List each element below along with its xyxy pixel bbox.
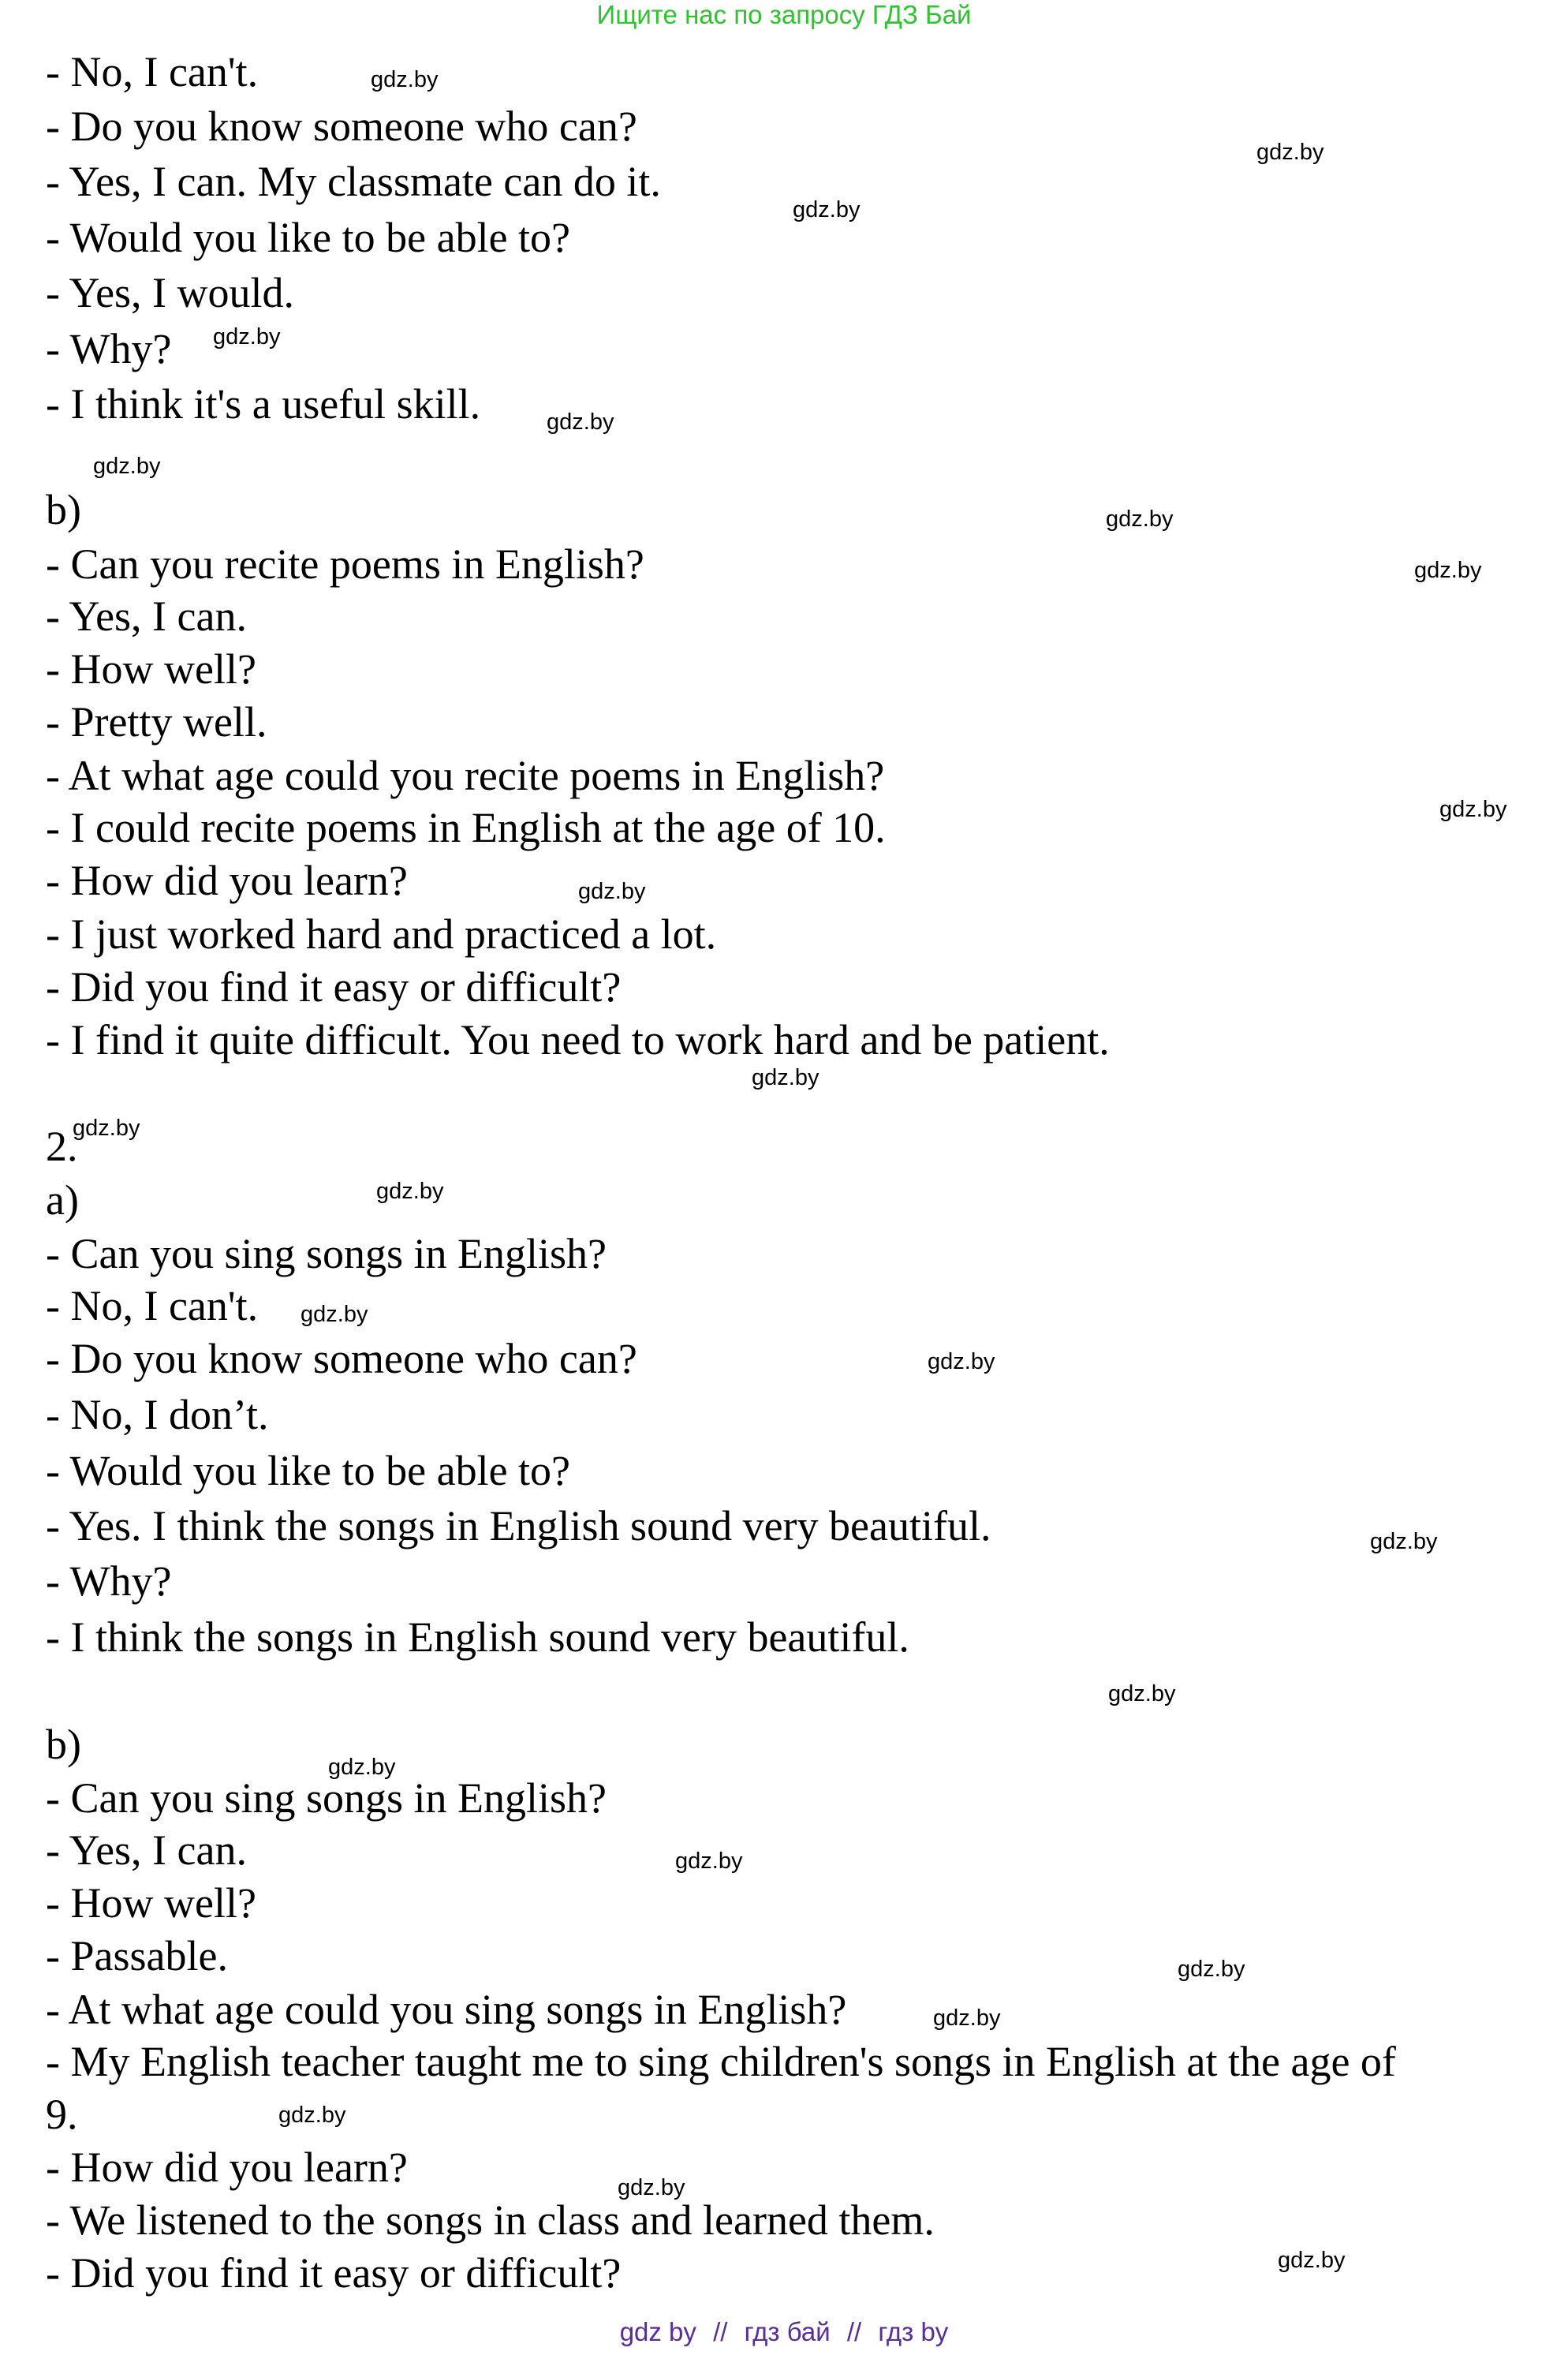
watermark: gdz.by (1414, 558, 1482, 583)
watermark: gdz.by (675, 1848, 743, 1874)
footer-separator: // (846, 2317, 862, 2346)
dialogue-line: - Yes. I think the songs in English sound very beautiful. (46, 1502, 991, 1549)
dialogue-line: - Do you know someone who can? (46, 1335, 637, 1382)
watermark: gdz.by (278, 2103, 346, 2128)
dialogue-line: - How well? (46, 1879, 256, 1927)
dialogue-line: - No, I can't. (46, 1282, 259, 1329)
watermark: gdz.by (301, 1302, 368, 1327)
dialogue-line: - I find it quite difficult. You need to work hard and be patient. (46, 1016, 1110, 1063)
dialogue-line: 9. (46, 2091, 78, 2138)
dialogue-line: - Do you know someone who can? (46, 103, 637, 150)
section-label: b) (46, 486, 81, 533)
dialogue-line: - Can you sing songs in English? (46, 1774, 607, 1822)
dialogue-line: - No, I don’t. (46, 1391, 269, 1438)
dialogue-line: - Yes, I can. (46, 1826, 247, 1874)
section-number: 2. (46, 1123, 78, 1170)
watermark: gdz.by (618, 2175, 685, 2200)
dialogue-line: - Can you recite poems in English? (46, 540, 644, 588)
watermark: gdz.by (1108, 1681, 1176, 1706)
dialogue-line: - Passable. (46, 1932, 228, 1979)
watermark: gdz.by (547, 409, 614, 435)
dialogue-line: - How did you learn? (46, 2144, 408, 2191)
dialogue-line: - I think the songs in English sound very beautiful. (46, 1613, 909, 1661)
dialogue-line: - We listened to the songs in class and learned them. (46, 2196, 935, 2244)
watermark: gdz.by (73, 1116, 140, 1141)
watermark: gdz.by (376, 1179, 444, 1204)
dialogue-line: - How well? (46, 645, 256, 693)
watermark: gdz.by (1370, 1529, 1438, 1554)
watermark: gdz.by (1439, 797, 1507, 822)
watermark: gdz.by (1278, 2248, 1346, 2273)
watermark: gdz.by (93, 454, 161, 479)
dialogue-line: - No, I can't. (46, 48, 259, 95)
dialogue-line: - At what age could you sing songs in English? (46, 1986, 847, 2033)
dialogue-line: - Why? (46, 325, 172, 372)
watermark: gdz.by (213, 324, 281, 350)
section-label: b) (46, 1721, 81, 1768)
dialogue-line: - Yes, I can. (46, 592, 247, 640)
dialogue-line: - Pretty well. (46, 698, 267, 746)
bottom-footer (0, 2316, 1568, 2349)
dialogue-line: - How did you learn? (46, 857, 408, 904)
dialogue-line: - Yes, I can. My classmate can do it. (46, 158, 661, 205)
dialogue-line: - I just worked hard and practiced a lot. (46, 910, 717, 958)
watermark: gdz.by (1256, 140, 1324, 165)
watermark: gdz.by (1178, 1957, 1245, 1982)
footer-part: гдз бай (744, 2317, 831, 2346)
dialogue-line: - At what age could you recite poems in English? (46, 752, 885, 799)
dialogue-line: - Did you find it easy or difficult? (46, 963, 622, 1011)
watermark: gdz.by (933, 2005, 1001, 2031)
footer-part: гдз by (878, 2317, 949, 2346)
dialogue-line: - Would you like to be able to? (46, 1447, 571, 1494)
top-banner: Ищите нас по запросу ГДЗ Бай (596, 0, 972, 29)
watermark: gdz.by (793, 197, 861, 222)
footer-separator: // (713, 2317, 728, 2346)
watermark: gdz.by (1106, 507, 1174, 532)
dialogue-line: - I could recite poems in English at the age of 10. (46, 804, 886, 851)
dialogue-line: - My English teacher taught me to sing children's songs in English at the age of (46, 2038, 1396, 2085)
section-label: a) (46, 1176, 79, 1224)
watermark: gdz.by (328, 1755, 396, 1780)
dialogue-line: - I think it's a useful skill. (46, 380, 481, 428)
footer-part: gdz by (619, 2317, 696, 2346)
watermark: gdz.by (752, 1065, 819, 1090)
watermark: gdz.by (371, 67, 439, 92)
watermark: gdz.by (578, 879, 646, 904)
watermark: gdz.by (928, 1349, 995, 1374)
dialogue-line: - Did you find it easy or difficult? (46, 2249, 622, 2297)
dialogue-line: - Can you sing songs in English? (46, 1230, 607, 1277)
dialogue-line: - Would you like to be able to? (46, 214, 571, 261)
dialogue-line: - Why? (46, 1557, 172, 1605)
dialogue-line: - Yes, I would. (46, 269, 295, 316)
